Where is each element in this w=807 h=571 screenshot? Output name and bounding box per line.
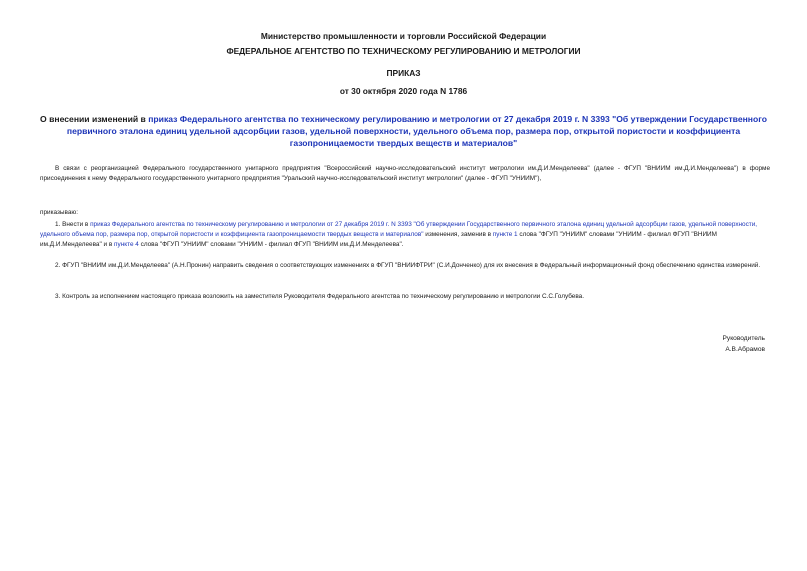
item-1-middle: изменения, заменив в	[423, 231, 493, 238]
signature-role: Руководитель	[722, 335, 765, 342]
item-1-middle-2: слова "ФГУП "УНИИМ" словами "УНИИМ - филиал ФГУП "ВНИИМ им.Д.И.Менделеева" и в	[40, 231, 717, 248]
ministry-name: Министерство промышленности и торговли Российской Федерации	[260, 31, 547, 41]
title-amended-order-link[interactable]: приказ Федерального агентства по техническому регулированию и метрологии от 27 декабря 2019 г. N 3393 "Об утверждении Государственного первичного эталона единиц удельной адсорбции газов, удельной поверхности, удельного объема пор, размера пор, открытой пористости и коэффициента газопроницаемости твердых веществ и материалов"	[66, 114, 767, 148]
signature-name: А.В.Абрамов	[725, 346, 765, 353]
preamble-paragraph: В связи с реорганизацией Федерального государственного унитарного предприятия "Всероссийский научно-исследовательский институт метрологии им.Д.И.Менделеева" (далее - ФГУП "ВНИИМ им.Д.И.Менделеева") в форме присоединения к нему Федерального государственного унитарного предприятия "Уральский научно-исследовательский институт метрологии" (далее - ФГУП "УНИИМ"),	[40, 165, 770, 182]
item-1-clause-4-link[interactable]: пункте 4	[114, 241, 139, 248]
document-type: ПРИКАЗ	[386, 68, 421, 78]
item-1-clause-1-link[interactable]: пункте 1	[492, 231, 518, 238]
item-3-paragraph: 3. Контроль за исполнением настоящего приказа возложить на заместителя Руководителя Федерального агентства по техническому регулированию и метрологии С.С.Голубева.	[55, 293, 585, 300]
item-1-order-link[interactable]: приказ Федерального агентства по техническому регулированию и метрологии от 27 декабря 2019 г. N 3393 "Об утверждении Государственного первичного эталона единиц удельной адсорбции газов, удельной поверхности, удельного объема пор, размера пор, открытой пористости и коэффициента газопроницаемости твердых веществ и материалов"	[40, 221, 758, 238]
document-title	[40, 113, 767, 149]
agency-name: ФЕДЕРАЛЬНОЕ АГЕНТСТВО ПО ТЕХНИЧЕСКОМУ РЕГУЛИРОВАНИЮ И МЕТРОЛОГИИ	[226, 46, 581, 56]
order-word: приказываю:	[40, 209, 78, 216]
document-date-number: от 30 октября 2020 года N 1786	[339, 86, 468, 96]
item-1-paragraph	[40, 220, 770, 250]
item-1-end: слова "ФГУП "УНИИМ" словами "УНИИМ - филиал ФГУП "ВНИИМ им.Д.И.Менделеева".	[138, 241, 404, 248]
item-2-paragraph: 2. ФГУП "ВНИИМ им.Д.И.Менделеева" (А.Н.Пронин) направить сведения о соответствующих изменениях в ФГУП "ВНИИФТРИ" (С.И.Донченко) для их внесения в Федеральный информационный фонд обеспечению единства измерений.	[55, 262, 761, 269]
item-1-start: 1. Внести в	[55, 221, 91, 228]
title-prefix: О внесении изменений в	[40, 114, 149, 124]
